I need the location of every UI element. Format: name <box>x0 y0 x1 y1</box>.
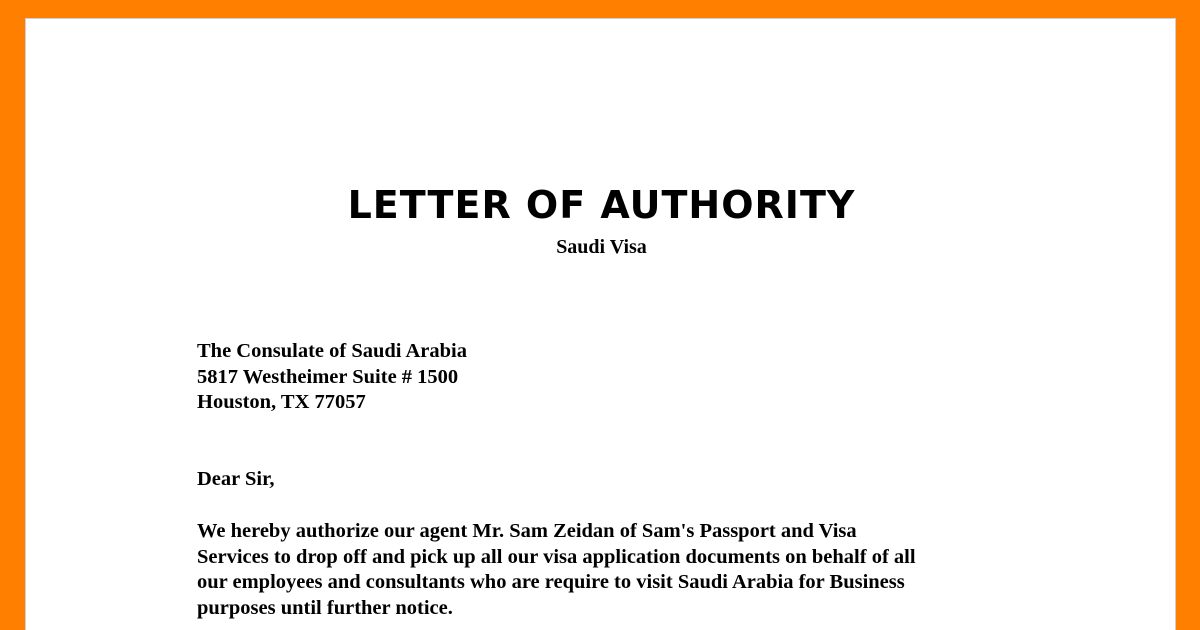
address-line-1: The Consulate of Saudi Arabia <box>197 340 467 362</box>
body-line: purposes until further notice. <box>197 596 453 619</box>
address-line-2: 5817 Westheimer Suite # 1500 <box>197 365 459 388</box>
body-line: our employees and consultants who are require to visit Saudi Arabia for Business <box>197 571 905 593</box>
document-page <box>25 18 1176 630</box>
body-paragraph <box>197 519 1097 621</box>
body-line: We hereby authorize our agent Mr. Sam Zeidan of Sam's Passport and Visa <box>197 520 857 542</box>
address-line-3: Houston, TX 77057 <box>197 391 366 413</box>
recipient-address <box>197 339 897 416</box>
salutation: Dear Sir, <box>197 468 275 490</box>
document-subtitle: Saudi Visa <box>556 236 647 258</box>
document-title: LETTER OF AUTHORITY <box>347 183 856 227</box>
body-line: Services to drop off and pick up all our visa application documents on behalf of all <box>197 545 916 568</box>
